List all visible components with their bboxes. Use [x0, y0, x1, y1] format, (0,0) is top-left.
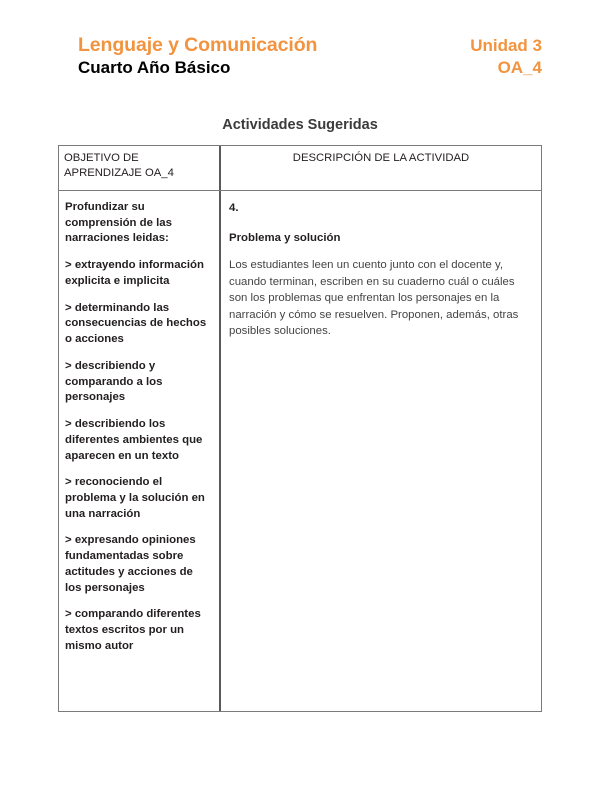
header-row-secondary [78, 58, 542, 78]
unit-label: Unidad 3 [470, 36, 542, 55]
objective-item: > describiendo y comparando a los personajes [65, 359, 163, 404]
activity-description-cell [221, 191, 541, 711]
activity-body-text: Los estudiantes leen un cuento junto con el docente y, cuando terminan, escriben en su cuaderno cuál o cuáles son los problemas que enfrentan los personajes en la narración y cómo se resuelven. Proponen, además, otras posibles soluciones. [229, 259, 519, 338]
header-row-primary [78, 34, 542, 57]
column-header-objective: OBJETIVO DE APRENDIZAJE OA_4 [59, 146, 221, 190]
grade-title: Cuarto Año Básico [78, 58, 231, 77]
objective-cell [59, 191, 221, 711]
objective-item: > describiendo los diferentes ambientes que aparecen en un texto [65, 418, 203, 462]
objective-item: > determinando las consecuencias de hechos o acciones [65, 301, 207, 346]
table-content-row [59, 191, 541, 711]
document-header [78, 34, 542, 78]
table-header-row [59, 146, 541, 191]
objective-item: > extrayendo información explicita e implicita [65, 259, 204, 287]
objective-item: > expresando opiniones fundamentadas sobre actitudes y acciones de los personajes [65, 534, 196, 594]
subject-title: Lenguaje y Comunicación [78, 34, 318, 56]
oa-code-label: OA_4 [497, 58, 542, 77]
objective-intro: Profundizar su comprensión de las narraciones leidas: [65, 201, 172, 245]
activity-number: 4. [229, 202, 239, 214]
activity-subtitle: Problema y solución [229, 231, 341, 244]
objective-item: > comparando diferentes textos escritos por un mismo autor [65, 608, 201, 652]
objective-item: > reconociendo el problema y la solución en una narración [65, 476, 205, 520]
activities-table [58, 145, 542, 712]
column-header-description: DESCRIPCIÓN DE LA ACTIVIDAD [292, 152, 470, 164]
section-title: Actividades Sugeridas [222, 117, 378, 133]
